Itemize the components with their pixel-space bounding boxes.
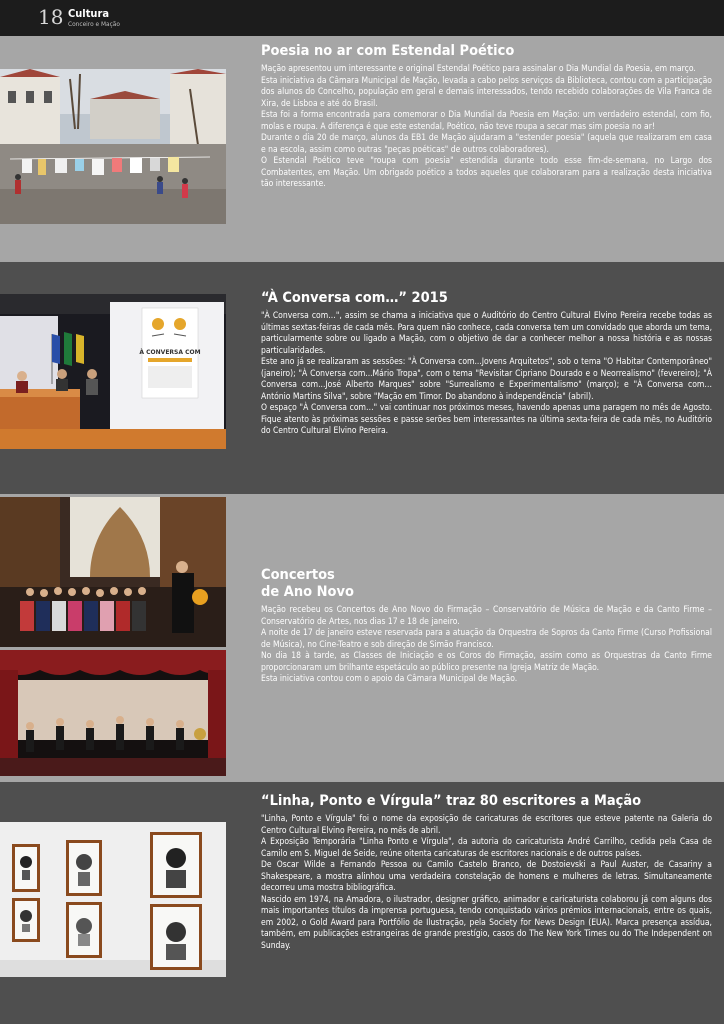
article-title-line1: Concertos — [261, 567, 335, 583]
article-text — [261, 793, 712, 952]
article-title: “À Conversa com…” 2015 — [261, 290, 448, 306]
page-header — [0, 0, 724, 36]
poster-text: À CONVERSA COM — [139, 349, 201, 356]
paragraph: O espaço "À Conversa com…" vai continuar nos próximos meses, havendo apenas uma paragem no mês de Agosto. Fique atento às próximas sessões e passe serões bem interessantes na última sexta-feira de cada mês, no Auditório do Centro Cultural Elvino Pereira. — [261, 403, 712, 436]
article-concertos-ano-novo — [0, 494, 724, 782]
photo-auditorio — [0, 294, 226, 449]
photo-orquestra-cineteatro — [0, 650, 226, 776]
paragraph: Mação recebeu os Concertos de Ano Novo do Firmação – Conservatório de Música de Mação e da Canto Firme – Conservatório de Artes, nos dias 17 e 18 de janeiro. — [261, 605, 712, 627]
article-title: “Linha, Ponto e Vírgula” traz 80 escritores a Mação — [261, 793, 642, 809]
section-title: Cultura — [68, 7, 110, 20]
article-text — [261, 567, 712, 686]
paragraph: Esta foi a forma encontrada para comemorar o Dia Mundial da Poesia em Mação: um verdadeiro estendal, com fio, molas e roupa. A diferença é que este estendal, Poético, não teve roupa a secar mas sim poesia no ar! — [261, 110, 712, 132]
paragraph: Este ano já se realizaram as sessões: "À Conversa com...Jovens Arquitetos", sob o tema "O Habitar Contemporâneo" (janeiro); "À Conversa com...Mário Tropa", com o tema "Revisitar Cipriano Dourado e o Neorrealismo" (fevereiro); "À Conversa com...José Alberto Marques" sobre "Surrealismo e Experimentalismo" (março); e "À Conversa com… António Martins Silva", sobre "Mação em Timor. Do abandono à independência" (abril). — [261, 357, 712, 402]
article-title-line2: de Ano Novo — [261, 584, 354, 600]
photo-estendal — [0, 69, 226, 224]
section-subtitle: Conceiro e Mação — [68, 20, 120, 28]
paragraph: De Oscar Wilde a Fernando Pessoa ou Camilo Castelo Branco, de Dostoievski a Paul Auster, de Casariny a Shakespeare, a mostra alinhou uma verdadeira constelação de homens e mulheres de letras. Simultaneamente decorreu uma mostra bibliográfica. — [261, 860, 712, 893]
paragraph: Nascido em 1974, na Amadora, o ilustrador, designer gráfico, animador e caricaturista colaborou já com alguns dos mais importantes títulos da imprensa portuguesa, tendo conquistado vários prémios internacionais, entre os quais, em 2002, o Gold Award para Portfólio de Ilustração, pela Society for News Design (EUA). Marca presença assídua, também, em publicações estrangeiras de grande prestígio, casos do The New York Times ou do The Independent on Sunday. — [261, 894, 712, 951]
article-text — [261, 43, 712, 191]
article-estendal-poetico — [0, 36, 724, 262]
paragraph: "Linha, Ponto e Vírgula" foi o nome da exposição de caricaturas de escritores que esteve patente na Galeria do Centro Cultural Elvino Pereira, no mês de abril. — [261, 814, 712, 836]
paragraph: No dia 18 à tarde, as Classes de Iniciação e os Coros do Firmação, assim como as Orquestras da Canto Firme proporcionaram um brilhante espetáculo ao público presente na Igreja Matriz de Mação. — [261, 651, 712, 673]
article-a-conversa-com — [0, 262, 724, 494]
paragraph: Durante o dia 20 de março, alunos da EB1 de Mação ajudaram a "estender poesia" (aquela que realizaram em casa e na escola, assim como outras "peças poéticas" de outros colaboradores). — [261, 133, 712, 155]
paragraph: Mação apresentou um interessante e original Estendal Poético para assinalar o Dia Mundial da Poesia, em março. — [261, 64, 696, 74]
paragraph: O Estendal Poético teve "roupa com poesia" estendida durante todo esse fim-de-semana, no Largo dos Combatentes, em Mação. Um obrigado poético a todos aqueles que colaboraram para a realização desta iniciativa tão interessante. — [261, 156, 712, 189]
page-number: 18 — [38, 5, 64, 29]
article-title: Poesia no ar com Estendal Poético — [261, 43, 515, 59]
paragraph: A Exposição Temporária "Linha Ponto e Vírgula", da autoria do caricaturista André Carrilho, cedida pela Casa de Camilo em S. Miguel de Seide, reúne oitenta caricaturas de escritores nacionais e de outros países. — [261, 837, 712, 859]
photo-exposicao-caricaturas — [0, 822, 226, 977]
article-linha-ponto-virgula — [0, 782, 724, 1024]
paragraph: Esta iniciativa da Câmara Municipal de Mação, levada a cabo pelos serviços da Biblioteca, contou com a participação dos alunos do Concelho, população em geral e demais interessados, tendo recebido colaborações de Vila Franca de Xira, de Lisboa e até do Brasil. — [261, 75, 712, 109]
article-text — [261, 290, 712, 438]
photo-coro-igreja — [0, 497, 226, 647]
paragraph: Esta iniciativa contou com o apoio da Câmara Municipal de Mação. — [261, 674, 518, 684]
paragraph: "À Conversa com…", assim se chama a iniciativa que o Auditório do Centro Cultural Elvino Pereira recebe todas as últimas sextas-feiras de cada mês. Para quem não conhece, cada conversa tem um convidado que aborda um tema, particularmente sobre ou ligado a Mação, com o objetivo de dar a conhecer melhor a nossa história e as nossas particularidades. — [261, 311, 712, 356]
paragraph: A noite de 17 de janeiro esteve reservada para a atuação da Orquestra de Sopros da Canto Firme (Curso Profissional de Música), no Cine-Teatro e sob direção de Simão Francisco. — [261, 628, 712, 650]
